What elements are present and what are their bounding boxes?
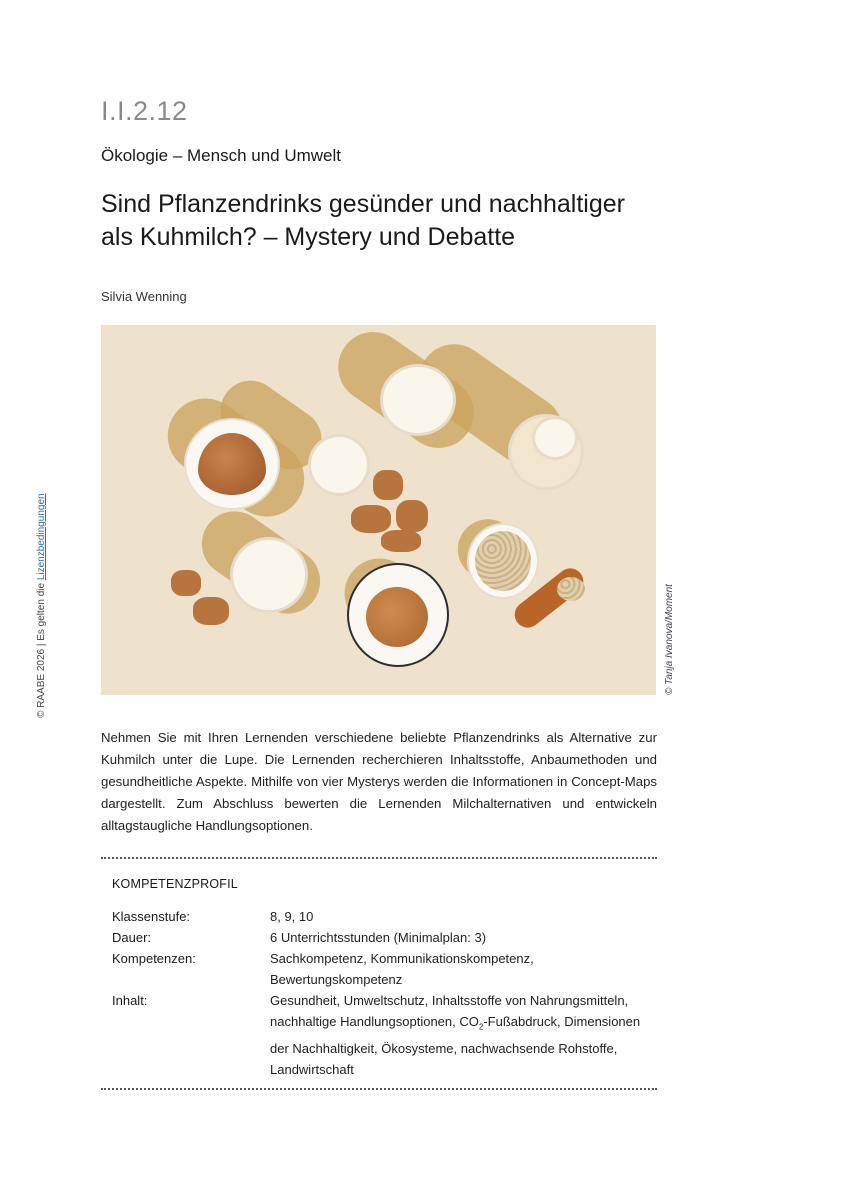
title-line-1: Sind Pflanzendrinks gesünder und nachhaltiger [101, 190, 625, 218]
kp-value [270, 990, 646, 1080]
kompetenzprofil-heading: KOMPETENZPROFIL [112, 877, 238, 891]
hazelnuts [366, 587, 428, 647]
kp-value: 6 Unterrichtsstunden (Minimalplan: 3) [270, 930, 487, 945]
divider-top [101, 857, 657, 859]
milk-jar-large [383, 367, 453, 433]
walnuts [373, 470, 403, 500]
author: Silvia Wenning [101, 289, 187, 304]
page-title [101, 188, 661, 254]
subject-heading: Ökologie – Mensch und Umwelt [101, 146, 342, 165]
kp-label: Klassenstufe: [112, 909, 191, 924]
kp-value: Sachkompetenz, Kommunikationskompetenz, Bewertungskompetenz [270, 951, 534, 987]
walnuts [396, 500, 428, 532]
walnuts [193, 597, 229, 625]
milk-jar-small [311, 437, 367, 493]
oats [475, 531, 531, 591]
title-line-2: als Kuhmilch? – Mystery und Debatte [101, 223, 516, 251]
copyright-text: © RAABE 2026 | Es gelten die [36, 580, 47, 718]
photo-credit: © Tanja Ivanova/Moment [664, 584, 675, 695]
spoon-oats [557, 577, 585, 601]
cover-photo [101, 325, 656, 695]
walnuts [171, 570, 201, 596]
page-id: I.I.2.12 [101, 96, 188, 126]
intro-paragraph: Nehmen Sie mit Ihren Lernenden verschiedene beliebte Pflanzendrinks als Alternative zur Kuhmilch unter die Lupe. Die Lernenden recherchieren Inhaltsstoffe, Anbaumethoden und gesundheitliche Aspekte. Mithilfe von vier Mysterys werden die Informationen in Concept-Maps dargestellt. Zum Abschluss bewerten die Lernenden Milchalternativen und entwickeln alltagstaugliche Handlungsoptionen. [101, 730, 657, 833]
kp-label: Dauer: [112, 930, 152, 945]
license-link[interactable]: Lizenzbedingungen [36, 493, 47, 581]
kp-label: Kompetenzen: [112, 951, 196, 966]
kp-value-subscript: 2 [478, 1022, 484, 1032]
milk-glass [233, 540, 305, 610]
kp-value: 8, 9, 10 [270, 909, 314, 924]
copyright-notice [36, 493, 47, 718]
walnuts [351, 505, 391, 533]
milk-bottle-neck [535, 419, 575, 457]
walnuts [381, 530, 421, 552]
kp-value-part: Gesundheit, Umweltschutz, Inhaltsstoffe von Nahrungsmitteln, nachhaltige Handlungsoptionen, CO [270, 993, 629, 1029]
divider-bottom [101, 1088, 657, 1090]
kp-value-part: -Fußabdruck, Dimensionen der Nachhaltigkeit, Ökosysteme, nachwachsende Rohstoffe, Landwirtschaft [270, 1014, 641, 1077]
kp-label: Inhalt: [112, 993, 148, 1008]
